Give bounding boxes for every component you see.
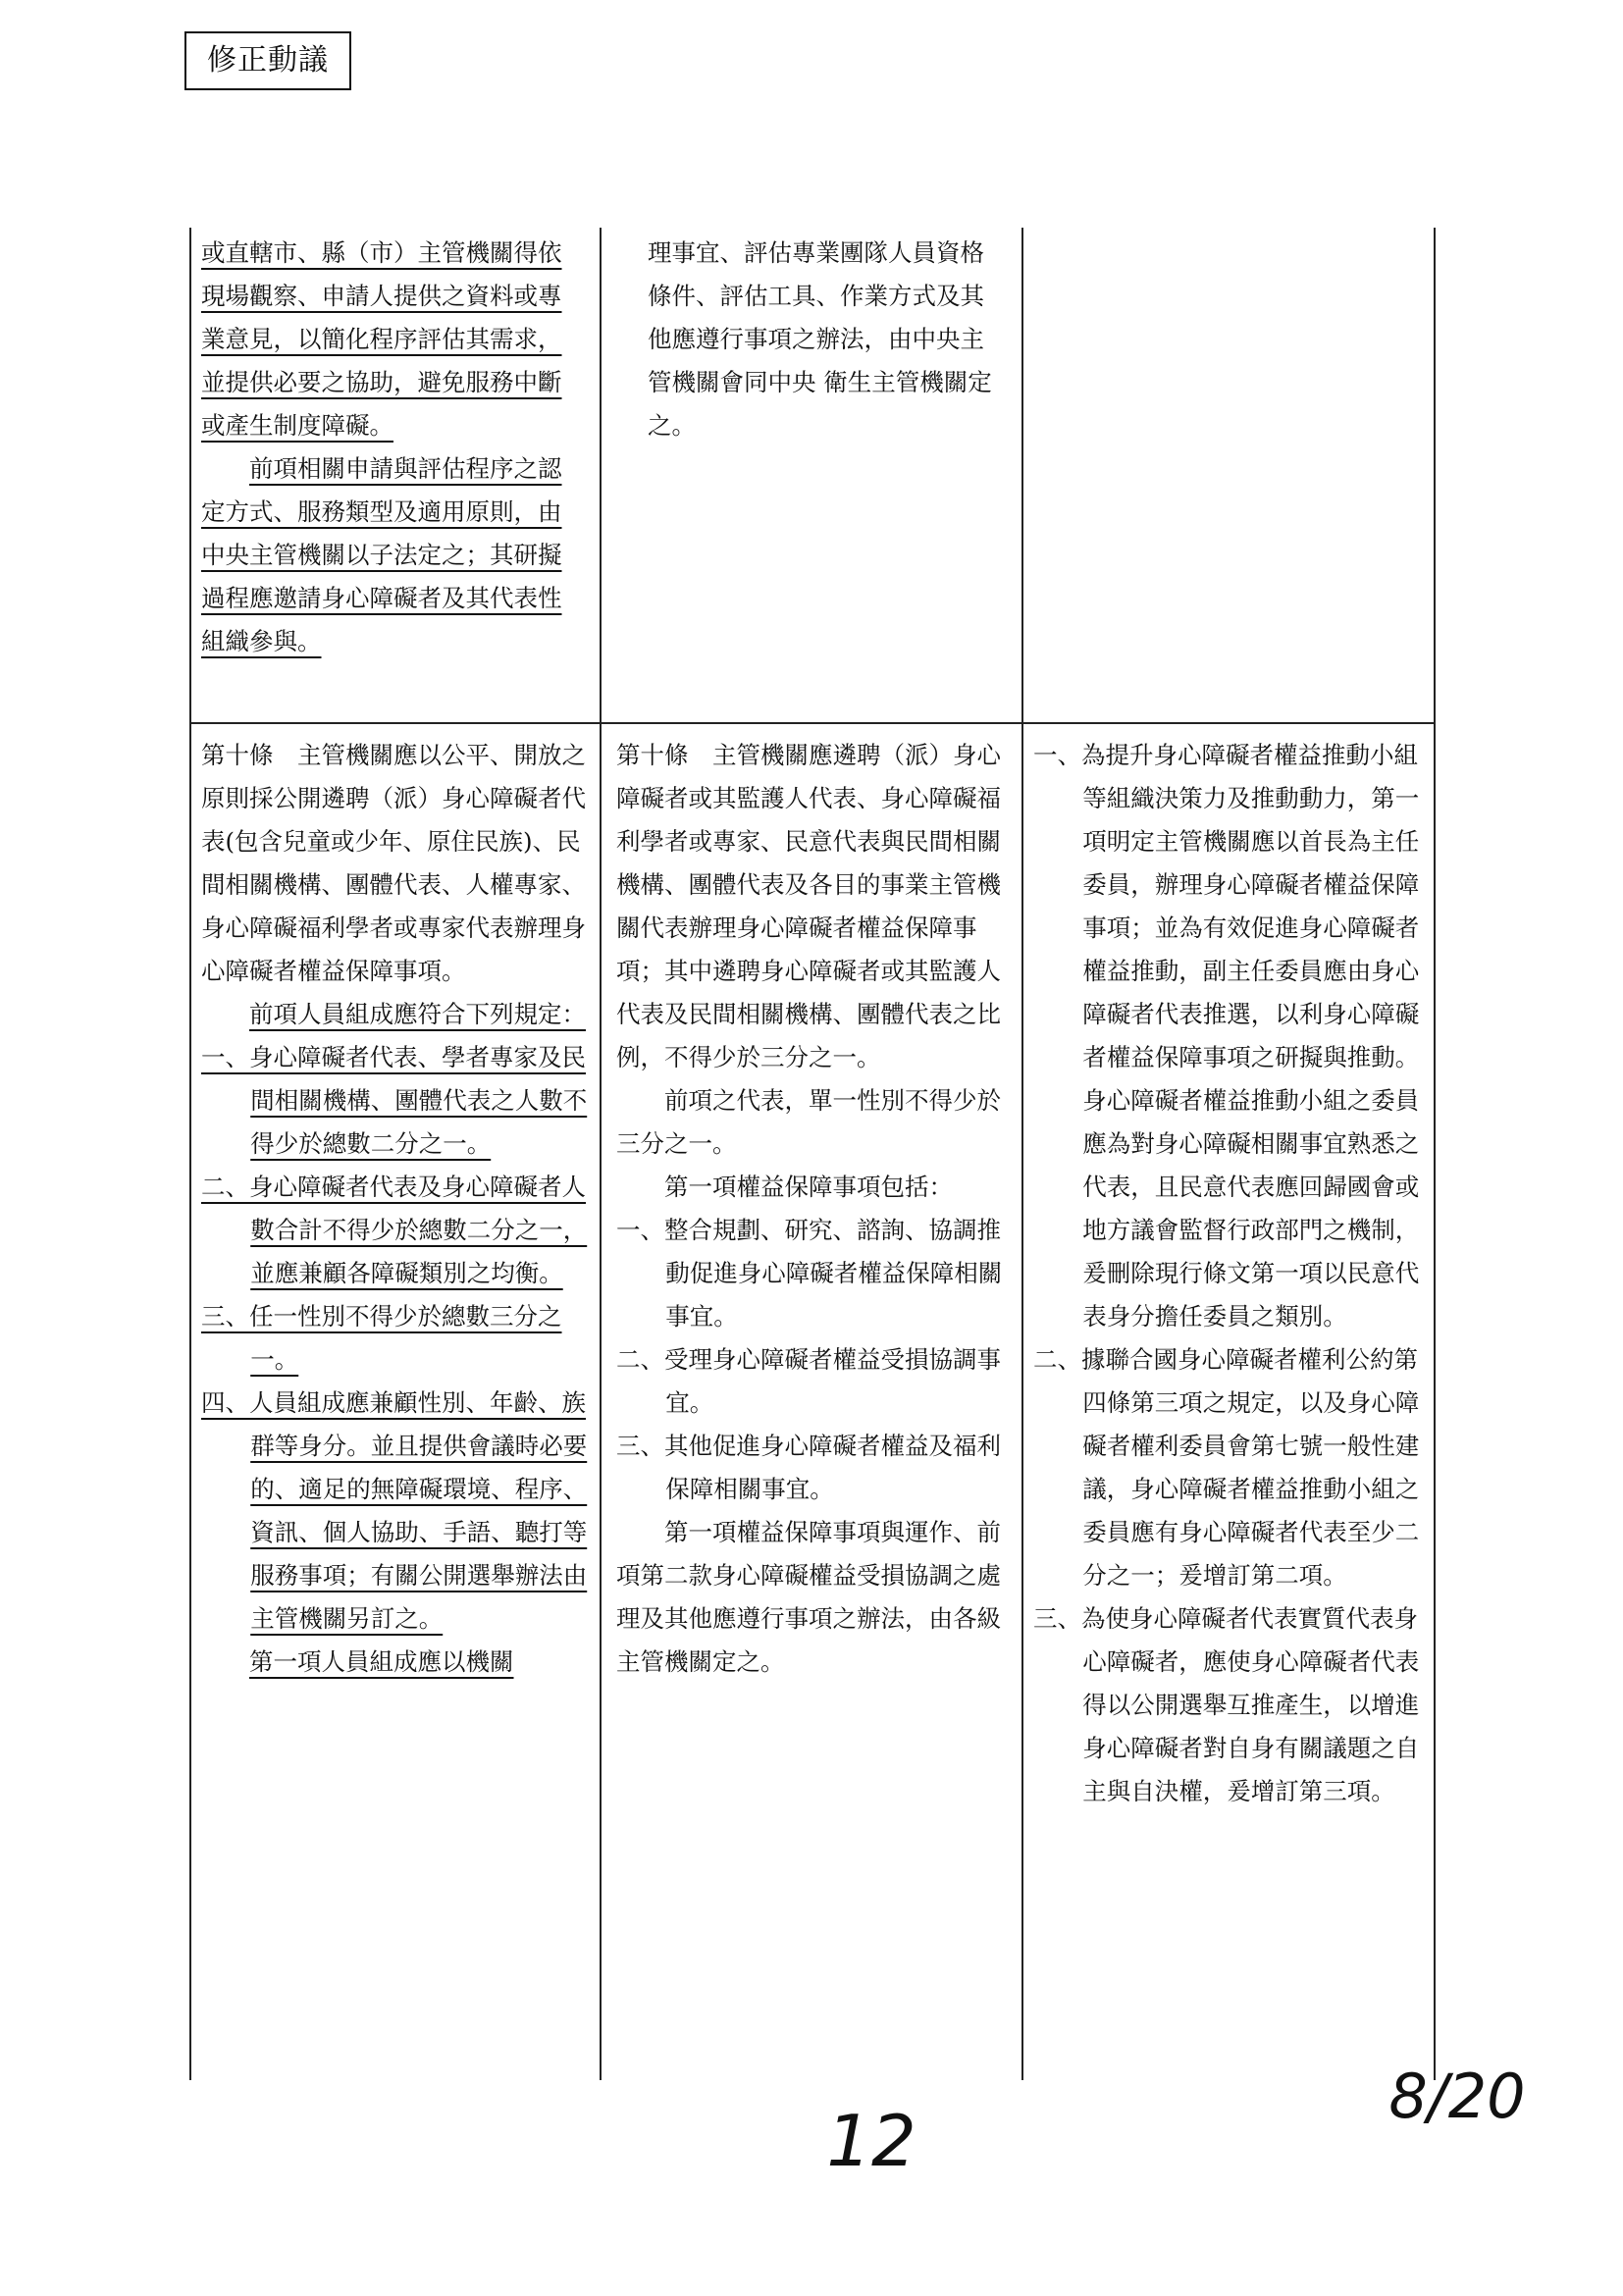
table-border-right — [1434, 228, 1436, 2080]
col2-item-2: 二、受理身心障礙者權益受損協調事宜。 — [616, 1345, 1001, 1417]
table-divider-2 — [1021, 228, 1023, 2080]
page-fraction: 8/20 — [1388, 2061, 1526, 2132]
bottom-row-col2 — [616, 734, 1005, 1684]
col3-explanation-2: 二、據聯合國身心障礙者權利公約第四條第三項之規定，以及身心障礙者權利委員會第七號一般性建議，身心障礙者權益推動小組之委員應有身心障礙者代表至少二分之一；爰增訂第二項。 — [1033, 1345, 1420, 1590]
col1-item-2: 二、身心障礙者代表及身心障礙者人數合計不得少於總數二分之一，並應兼顧各障礙類別之均衡。 — [201, 1173, 588, 1287]
col1-para2: 前項人員組成應符合下列規定： — [249, 1000, 586, 1028]
top-col1-para1: 或直轄市、縣（市）主管機關得依現場觀察、申請人提供之資料或專業意見，以簡化程序評估其需求，並提供必要之協助，避免服務中斷或產生制度障礙。 — [201, 238, 562, 440]
table-row-divider — [189, 722, 1436, 724]
bottom-row-col1 — [201, 734, 596, 1684]
col2-para-last: 第一項權益保障事項與運作、前項第二款身心障礙權益受損協調之處理及其他應遵行事項之辦法，由各級主管機關定之。 — [616, 1518, 1001, 1676]
col2-para3: 第一項權益保障事項包括： — [664, 1173, 953, 1201]
top-col1-para2: 前項相關申請與評估程序之認定方式、服務類型及適用原則，由中央主管機關以子法定之；其研擬過程應邀請身心障礙者及其代表性組織參與。 — [201, 454, 562, 655]
col2-article-intro: 第十條 主管機關應遴聘（派）身心障礙者或其監護人代表、身心障礙福利學者或專家、民意代表與民間相關機構、團體代表及各目的事業主管機關代表辦理身心障礙者權益保障事項；其中遴聘身心障礙者或其監護人代表及民間相關機構、團體代表之比例，不得少於三分之一。 — [616, 741, 1001, 1071]
table-divider-1 — [600, 228, 602, 2080]
col2-item-1: 一、整合規劃、研究、諮詢、協調推動促進身心障礙者權益保障相關事宜。 — [616, 1216, 1003, 1331]
col1-item-3: 三、任一性別不得少於總數三分之一。 — [201, 1302, 562, 1374]
col2-para2: 前項之代表，單一性別不得少於三分之一。 — [616, 1086, 1001, 1158]
bottom-row-col3 — [1033, 734, 1422, 1813]
motion-stamp: 修正動議 — [184, 31, 351, 90]
col2-item-3: 三、其他促進身心障礙者權益及福利保障相關事宜。 — [616, 1432, 1001, 1503]
col1-item-4: 四、人員組成應兼顧性別、年齡、族群等身分。並且提供會議時必要的、適足的無障礙環境、程序、資訊、個人協助、手語、聽打等服務事項；有關公開選舉辦法由主管機關另訂之。 — [201, 1388, 588, 1633]
page-number: 12 — [826, 2100, 916, 2182]
col1-para-last: 第一項人員組成應以機關 — [249, 1647, 514, 1676]
top-row-col2 — [648, 232, 1001, 447]
top-row-col1 — [201, 232, 566, 663]
col1-item-1: 一、身心障礙者代表、學者專家及民間相關機構、團體代表之人數不得少於總數二分之一。 — [201, 1043, 588, 1158]
table-border-left — [189, 228, 191, 2080]
col3-explanation-1: 一、為提升身心障礙者權益推動小組等組織決策力及推動動力，第一項明定主管機關應以首長為主任委員，辦理身心障礙者權益保障事項；並為有效促進身心障礙者權益推動，副主任委員應由身心障礙者代表推選，以利身心障礙者權益保障事項之研擬與推動。身心障礙者權益推動小組之委員應為對身心障礙相關事宜熟悉之代表，且民意代表應回歸國會或地方議會監督行政部門之機制，爰刪除現行條文第一項以民意代表身分擔任委員之類別。 — [1033, 741, 1420, 1331]
col3-explanation-3: 三、為使身心障礙者代表實質代表身心障礙者，應使身心障礙者代表得以公開選舉互推產生，以增進身心障礙者對自身有關議題之自主與自決權，爰增訂第三項。 — [1033, 1604, 1420, 1805]
top-col2-para1: 理事宜、評估專業團隊人員資格條件、評估工具、作業方式及其他應遵行事項之辦法，由中央主管機關會同中央 衛生主管機關定之。 — [648, 238, 992, 440]
col1-article-intro: 第十條 主管機關應以公平、開放之原則採公開遴聘（派）身心障礙者代表(包含兒童或少年、原住民族)、民間相關機構、團體代表、人權專家、身心障礙福利學者或專家代表辦理身心障礙者權益保障事項。 — [201, 741, 586, 985]
